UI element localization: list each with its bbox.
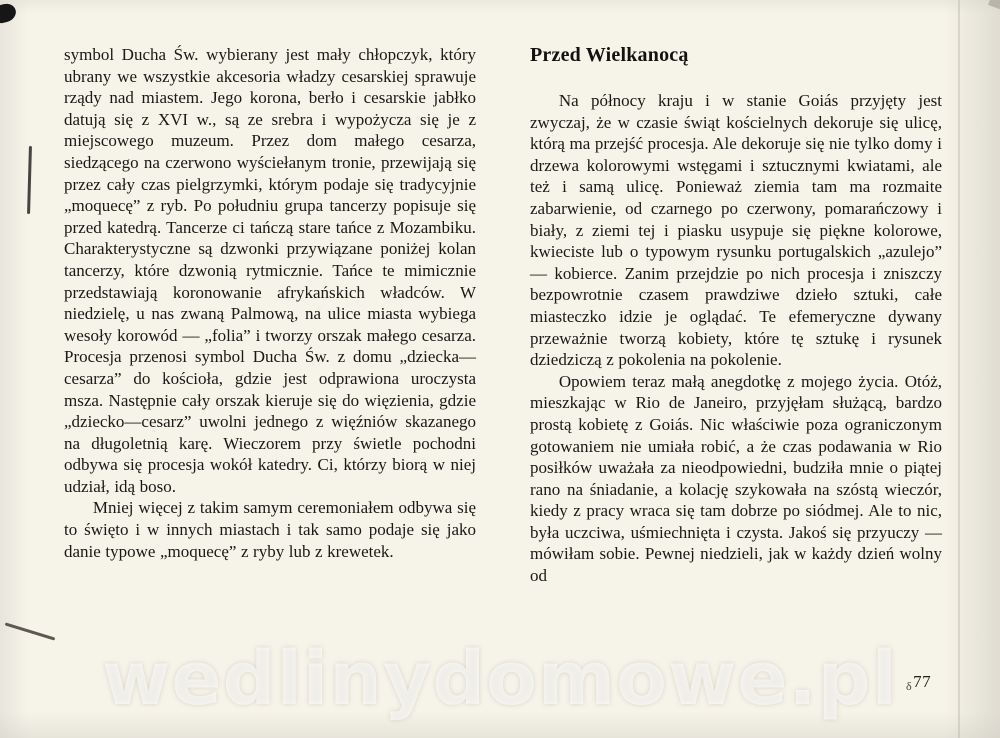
page-fold-line [958,0,960,738]
section-heading: Przed Wielkanocą [530,44,689,66]
text-columns [64,44,942,587]
page-number [906,672,931,694]
watermark: wedlinydomowe.pl [102,636,898,722]
scan-artifact-left-line [27,146,32,214]
left-column-paragraph-2: Mniej więcej z takim samym ceremoniałem odbywa się to święto i w innych miastach i tak samo podaje się jako danie typowe „moquecę” z ryby lub z krewetek. [64,498,476,561]
right-column-paragraph-1: Na północy kraju i w stanie Goiás przyjęty jest zwyczaj, że w czasie świąt kościelnych dekoruje się ulicę, którą ma przejść procesja. Ale dekoruje się nie tylko domy i drzewa kolorowymi wstęgami i sztucznymi kwiatami, ale też i samą ulicę. Ponieważ ziemia tam ma rozmaite zabarwienie, od czarnego po czerwony, pomarańczowy i biały, z ziemi tej i piasku usypuje się piękne kolorowe, kwieciste lub o typowym rysunku portugalskich „azulejo” — kobierce. Zanim przejdzie po nich procesja i zniszczy bezpowrotnie czasem prawdziwe dzieło sztuki, całe miasteczko idzie je oglądać. Te efemeryczne dywany przeważnie tworzą kobiety, które tę sztukę i rysunek dziedziczą z pokolenia na pokolenie. [530,91,942,370]
page-number-print-artifact: δ [906,679,913,693]
right-column [530,44,942,587]
scan-artifact-top-left [0,2,18,25]
scan-artifact-top-right [988,0,1000,10]
left-column-paragraph-1: symbol Ducha Św. wybierany jest mały chłopczyk, który ubrany we wszystkie akcesoria władzy cesarskiej sprawuje rządy nad miastem. Jego korona, berło i cesarskie jabłko datują się z XVI w., są ze srebra i wypożycza się je z miejscowego muzeum. Przez dom małego cesarza, siedzącego na czerwono wyściełanym tronie, przewijają się przez cały czas pielgrzymki, którym podaje się tradycyjnie „moquecę” z ryb. Po południu grupa tancerzy popisuje się przed katedrą. Tancerze ci tańczą stare tańce z Mozambiku. Charakterystyczne są dzwonki przywiązane poniżej kolan tancerzy, które dzwonią rytmicznie. Tańce te mimicznie przedstawiają koronowanie afrykańskich władców. W niedzielę, u nas zwaną Palmową, na ulice miasta wybiega wesoły korowód — „folia” i tworzy orszak małego cesarza. Procesja przenosi symbol Ducha Św. z domu „dziecka—cesarza” do kościoła, gdzie jest odprawiona uroczysta msza. Następnie cały orszak kieruje się do więzienia, gdzie „dziecko—cesarz” uwolni jednego z więźniów skazanego na długoletnią karę. Wieczorem przy świetle pochodni odbywa się procesja wokół katedry. Ci, którzy biorą w niej udział, idą boso. [64,45,476,496]
left-column [64,44,476,587]
scan-artifact-bottom-left [5,622,56,640]
right-column-paragraph-2: Opowiem teraz małą anegdotkę z mojego życia. Otóż, mieszkając w Rio de Janeiro, przyjęłam służącą, bardzo prostą kobietę z Goiás. Nic właściwie poza ograniczonym gotowaniem nie umiała robić, a że czas podawania w Rio posiłków uważała za nieodpowiedni, budziła mnie o piątej rano na śniadanie, a kolację szykowała na szóstą wieczór, kiedy z pracy wraca się tam dobrze po siódmej. Ale to nic, była uczciwa, uśmiechnięta i czysta. Jakoś się przyuczy — mówiłam sobie. Pewnej niedzieli, jak w każdy dzień wolny od [530,371,942,586]
page-number-value: 77 [913,672,932,691]
